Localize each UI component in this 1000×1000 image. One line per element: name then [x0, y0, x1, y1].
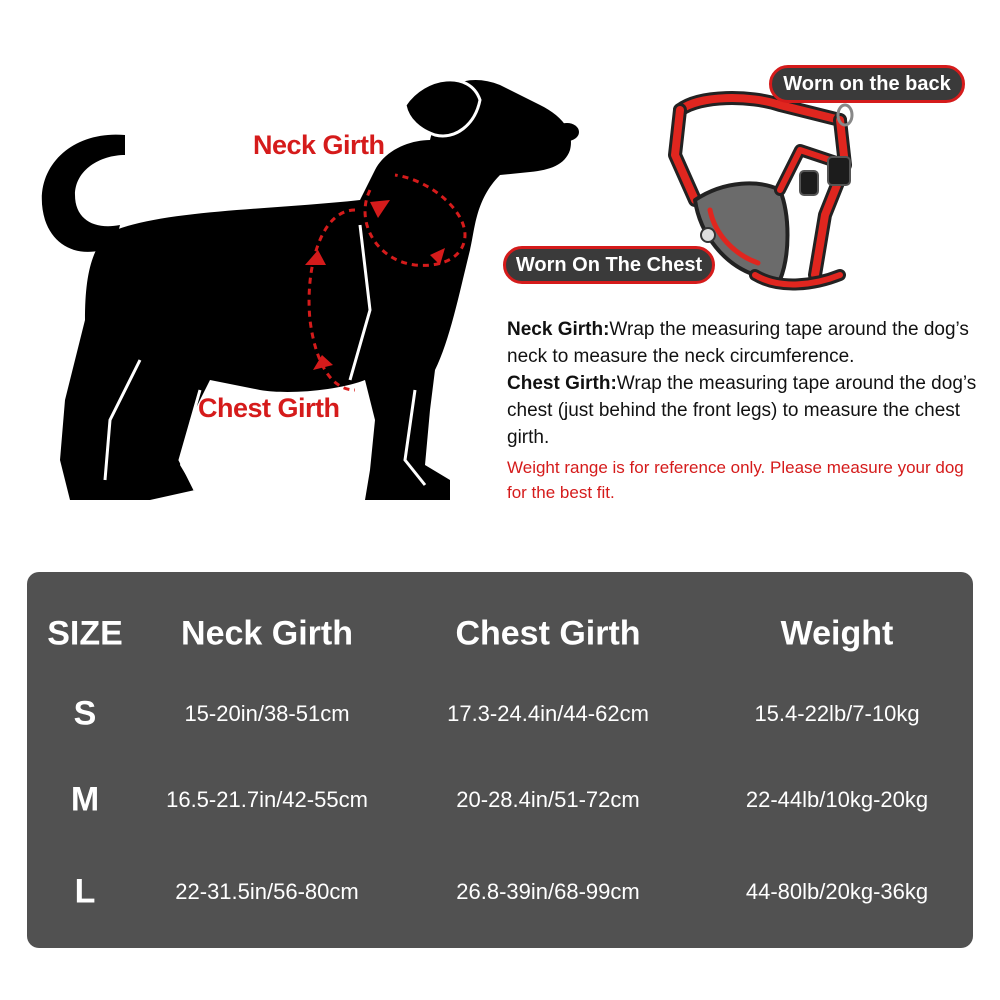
- header-weight: Weight: [780, 614, 894, 653]
- row-s-neck: 15-20in/38-51cm: [184, 701, 350, 726]
- header-chest-girth: Chest Girth: [455, 614, 641, 653]
- neck-girth-label: Neck Girth: [253, 130, 385, 160]
- row-m-chest: 20-28.4in/51-72cm: [456, 787, 640, 812]
- row-l-neck: 22-31.5in/56-80cm: [175, 879, 359, 904]
- neck-instruction: [507, 316, 982, 370]
- measuring-instructions: [507, 316, 982, 505]
- header-size: SIZE: [47, 614, 123, 653]
- row-m-weight: 22-44lb/10kg-20kg: [745, 787, 929, 812]
- header-neck-girth: Neck Girth: [181, 614, 353, 653]
- row-s-weight: 15.4-22lb/7-10kg: [754, 701, 920, 726]
- row-l-chest: 26.8-39in/68-99cm: [456, 879, 640, 904]
- chest-instruction-title: Chest Girth:: [507, 373, 617, 394]
- worn-on-back-badge: Worn on the back: [769, 65, 965, 103]
- neck-instruction-title: Neck Girth:: [507, 319, 610, 340]
- size-chart-table: [27, 572, 973, 948]
- chest-instruction: [507, 370, 982, 451]
- chest-girth-label: Chest Girth: [198, 393, 340, 423]
- row-l-size: L: [74, 872, 96, 911]
- row-m-neck: 16.5-21.7in/42-55cm: [166, 787, 368, 812]
- worn-on-chest-badge: Worn On The Chest: [503, 246, 715, 284]
- neck-instruction-text: Wrap the measuring tape around the dog’s neck to measure the neck circumference.: [507, 319, 969, 367]
- row-s-chest: 17.3-24.4in/44-62cm: [447, 701, 649, 726]
- chest-instruction-text: Wrap the measuring tape around the dog’s chest (just behind the front legs) to measure the chest girth.: [507, 373, 977, 448]
- row-m-size: M: [70, 780, 100, 819]
- row-l-weight: 44-80lb/20kg-36kg: [745, 879, 929, 904]
- weight-note: Weight range is for reference only. Please measure your dog for the best fit.: [507, 458, 964, 502]
- row-s-size: S: [73, 694, 97, 733]
